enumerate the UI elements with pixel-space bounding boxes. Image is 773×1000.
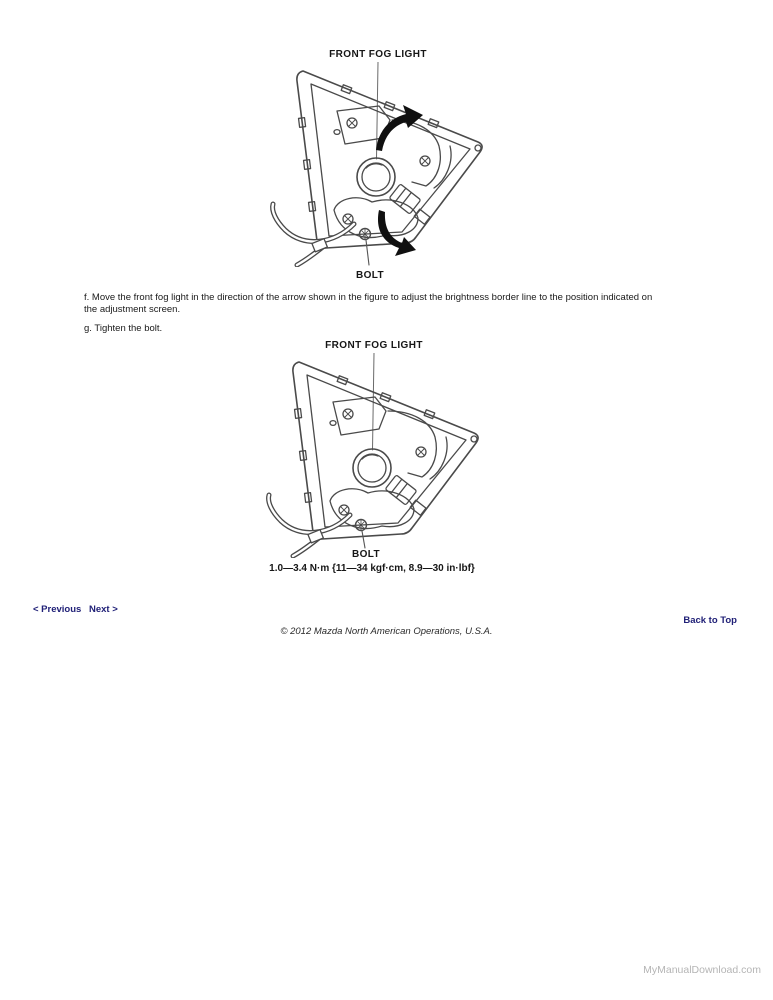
- leader-line-bolt: [366, 240, 369, 265]
- connector: [385, 475, 417, 505]
- bolt-label: BOLT: [355, 270, 385, 281]
- fog-light-adjust-diagram: [266, 49, 511, 289]
- right-bracket: [392, 120, 440, 186]
- connector: [389, 184, 421, 214]
- front-fog-light-label: FRONT FOG LIGHT: [325, 340, 423, 351]
- previous-link[interactable]: < Previous: [33, 604, 82, 615]
- bolt-torque-spec: 1.0—3.4 N·m {11—34 kgf·cm, 8.9—30 in·lbf}: [269, 563, 475, 574]
- upper-bracket: [333, 397, 386, 435]
- garnish-outer-outline: [293, 362, 478, 539]
- garnish-outer-outline: [297, 71, 482, 248]
- right-bracket: [388, 411, 436, 477]
- front-fog-light-label: FRONT FOG LIGHT: [329, 49, 427, 60]
- direction-arrows: [376, 105, 423, 256]
- fog-light-line-art: [262, 353, 507, 558]
- copyright-text: © 2012 Mazda North American Operations, U.S.A.: [280, 626, 493, 637]
- instruction-step-f: f. Move the front fog light in the direction of the arrow shown in the figure to adjust the brightness border line to the position indicated on the adjustment screen.: [84, 292, 653, 315]
- fog-light-tighten-diagram: [262, 340, 507, 588]
- back-to-top-link[interactable]: Back to Top: [683, 615, 737, 626]
- watermark-text: MyManualDownload.com: [643, 964, 761, 976]
- bolt-label: BOLT: [351, 549, 381, 560]
- instruction-step-g: g. Tighten the bolt.: [84, 323, 163, 334]
- direction-arrow-lower: [378, 210, 416, 256]
- leader-line-bolt: [362, 531, 365, 548]
- next-link[interactable]: Next >: [89, 604, 118, 615]
- fog-light-line-art: [266, 62, 511, 267]
